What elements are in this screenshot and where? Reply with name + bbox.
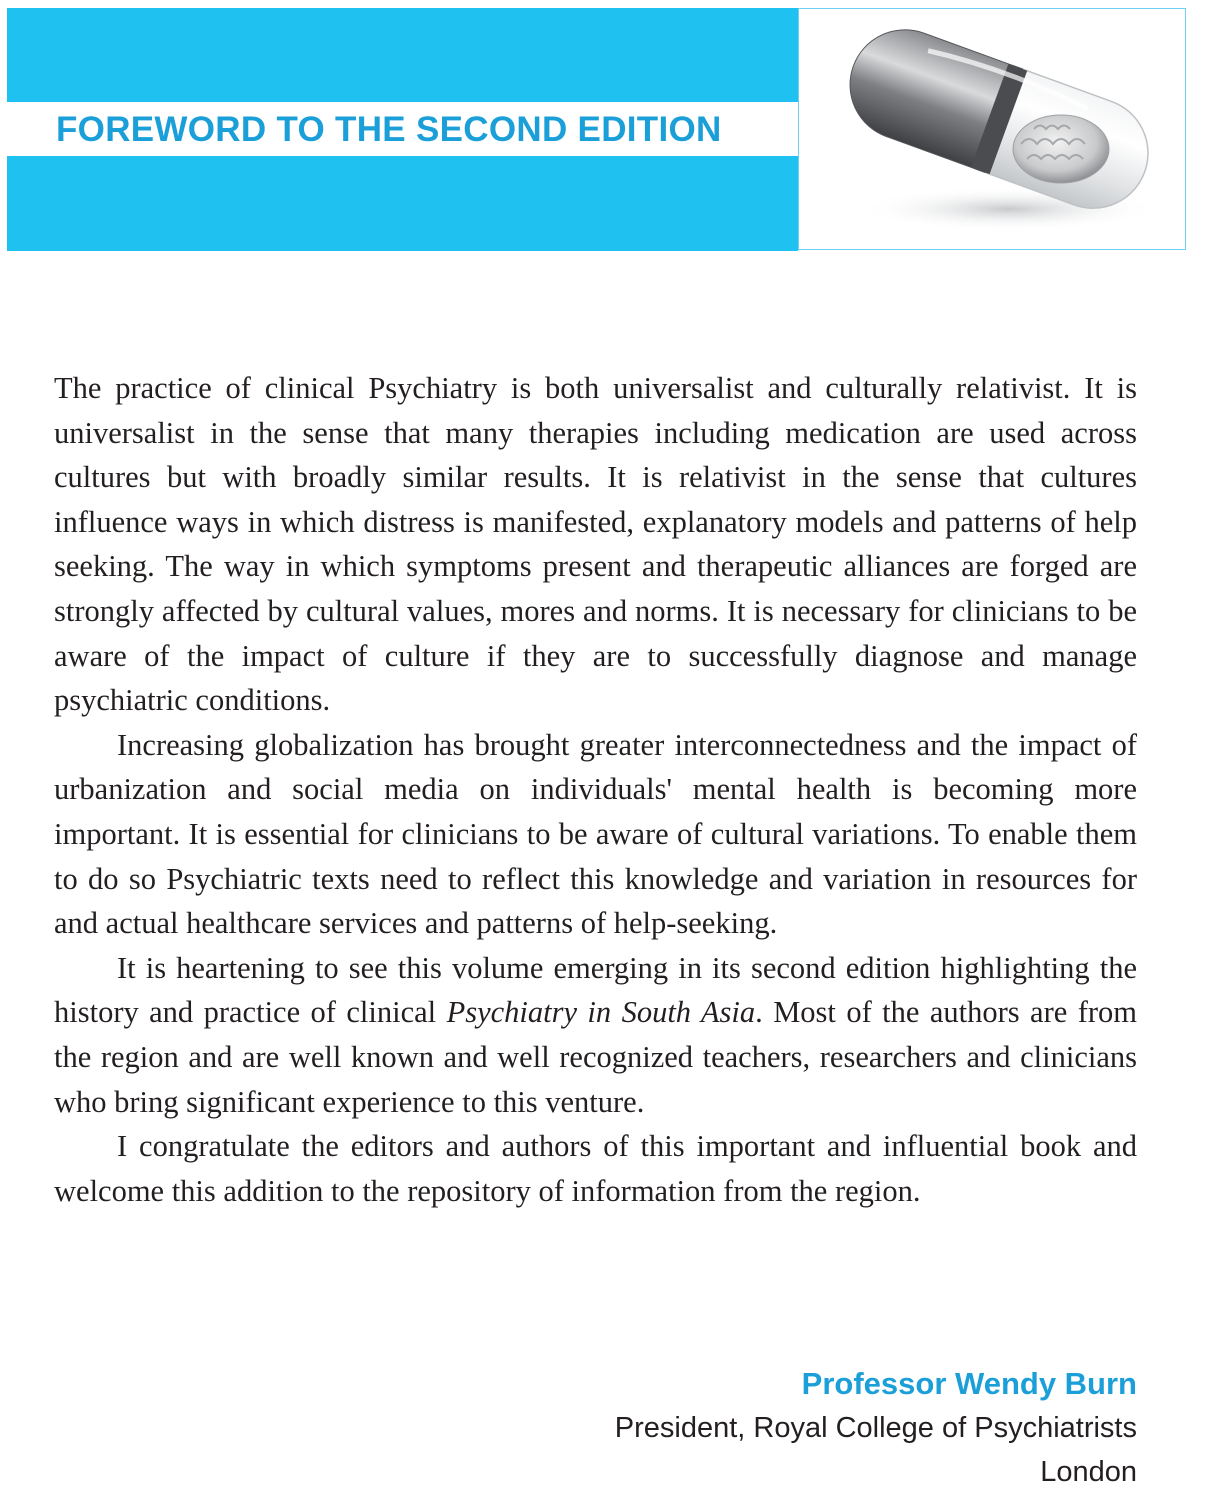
paragraph: Increasing globalization has brought greater interconnectedness and the impact of urbanization and social media on individuals' mental health is becoming more important. It is essential for clinicians to be aware of cultural variations. To enable them to do so Psychiatric texts need to reflect this knowledge and variation in resources for and actual healthcare services and patterns of help-seeking.	[54, 727, 1137, 941]
paragraph: It is heartening to see this volume emerging in its second edition highlighting the history and practice of clinical Psychiatry in South Asia. Most of the authors are from the region and are well known and well recognized teachers, researchers and clinicians who bring significant experience to this venture.	[54, 950, 1137, 1119]
page-title: FOREWORD TO THE SECOND EDITION	[56, 110, 722, 149]
capsule-with-brain-icon	[799, 9, 1184, 248]
paragraph: The practice of clinical Psychiatry is both universalist and culturally relativist. It is universalist in the sense that many therapies including medication are used across cultures but with broadly similar results. It is relativist in the sense that cultures influence ways in which distress is manifested, explanatory models and patterns of help seeking. The way in which symptoms present and therapeutic alliances are forged are strongly affected by cultural values, mores and norms. It is necessary for clinicians to be aware of the impact of culture if they are to successfully diagnose and manage psychiatric conditions.	[54, 371, 1137, 718]
author-title: President, Royal College of Psychiatrists	[614, 1412, 1137, 1444]
author-name: Professor Wendy Burn	[801, 1366, 1137, 1401]
paragraph: I congratulate the editors and authors of this important and influential book and welcome this addition to the repository of information from the region.	[54, 1129, 1137, 1208]
foreword-body	[54, 366, 1137, 1213]
author-location: London	[1040, 1456, 1137, 1488]
signature-block	[615, 1362, 1137, 1494]
book-title-italic: Psychiatry in South Asia	[446, 995, 756, 1030]
header-image	[798, 8, 1186, 250]
